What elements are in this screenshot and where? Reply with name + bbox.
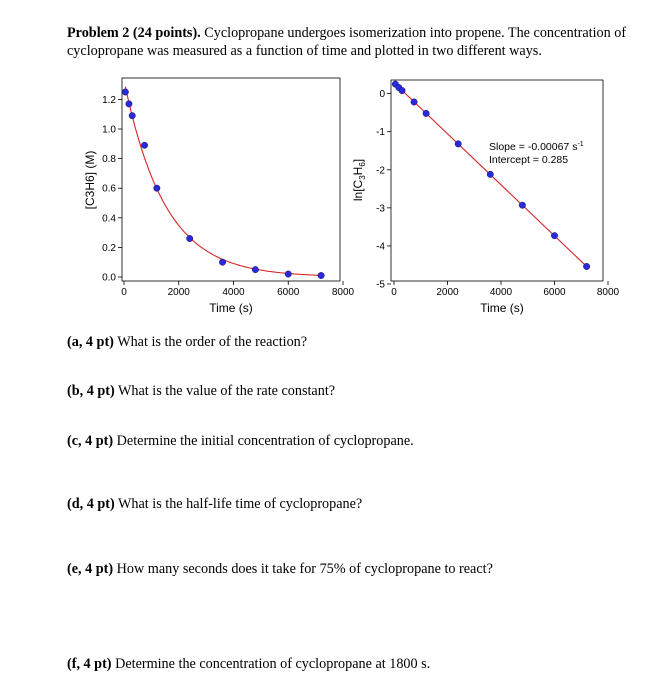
- chart2-data-point: [399, 87, 405, 93]
- chart1-xtick-label: 0: [121, 287, 127, 298]
- chart2-ytick-label: -5: [376, 279, 385, 291]
- chart1-data-point: [154, 185, 160, 191]
- chart1-ytick-label: 0.6: [102, 183, 116, 195]
- chart2-data-point: [519, 202, 525, 208]
- chart1-frame: [122, 78, 340, 281]
- chart2-data-point: [583, 263, 589, 269]
- chart1-ytick-label: 0.0: [102, 272, 116, 284]
- chart1-data-point: [252, 266, 258, 272]
- chart1-fit-curve: [125, 87, 321, 276]
- chart1-data-point: [129, 112, 135, 118]
- chart2-data-point: [411, 99, 417, 105]
- question-e: (e, 4 pt) How many seconds does it take for 75% of cyclopropane to react?: [67, 561, 493, 577]
- chart1-data-point: [219, 259, 225, 265]
- chart2-data-point: [487, 171, 493, 177]
- chart1-ytick-label: 0.2: [102, 242, 116, 254]
- chart2-ytick-label: -3: [376, 203, 385, 215]
- chart2-data-point: [551, 232, 557, 238]
- problem-heading: Problem 2 (24 points).: [67, 25, 201, 41]
- chart1-xtick-label: 6000: [277, 287, 300, 298]
- chart1-data-point: [141, 142, 147, 148]
- chart1-points: [122, 89, 324, 279]
- chart1-data-point: [187, 235, 193, 241]
- question-c: (c, 4 pt) Determine the initial concentration of cyclopropane.: [67, 433, 414, 449]
- chart1-xtick-label: 2000: [167, 287, 190, 298]
- chart2-ticks: [376, 89, 619, 298]
- chart1-ylabel: [C3H6] (M): [83, 150, 97, 210]
- problem-text: Cyclopropane undergoes isomerization into propene. The concentration of cyclopropane was measured as a function of time and plotted in two different ways.: [67, 25, 627, 59]
- chart1-data-point: [318, 272, 324, 278]
- chart2-ytick-label: -4: [376, 241, 385, 253]
- chart2-xlabel: Time (s): [480, 301, 524, 315]
- chart1-xlabel: Time (s): [209, 301, 253, 315]
- chart1-ytick-label: 0.8: [102, 154, 116, 166]
- chart2-data-point: [423, 110, 429, 116]
- chart2-ytick-label: 0: [379, 89, 385, 101]
- question-f: (f, 4 pt) Determine the concentration of cyclopropane at 1800 s.: [67, 656, 431, 672]
- chart1-data-point: [285, 271, 291, 277]
- chart1-ytick-label: 1.0: [102, 124, 116, 136]
- chart1-xtick-label: 8000: [331, 287, 355, 298]
- chart2-xtick-label: 6000: [543, 287, 566, 298]
- chart1-ticks: [102, 95, 354, 298]
- chart2-ytick-label: -2: [376, 165, 385, 177]
- question-b: (b, 4 pt) What is the value of the rate constant?: [67, 383, 336, 399]
- chart2: [351, 80, 620, 315]
- chart1-ytick-label: 1.2: [102, 94, 116, 106]
- chart2-slope-annotation: Slope = -0.00067 $s^{-1}$: [489, 141, 584, 153]
- chart2-xtick-label: 8000: [596, 287, 620, 298]
- chart2-xtick-label: 4000: [489, 287, 513, 298]
- chart1-xtick-label: 4000: [222, 287, 245, 298]
- chart2-ytick-label: -1: [376, 127, 385, 139]
- chart2-data-point: [455, 141, 461, 147]
- chart1: [83, 78, 355, 315]
- chart2-xtick-label: 2000: [436, 287, 459, 298]
- chart1-ytick-label: 0.4: [102, 213, 116, 225]
- chart1-data-point: [126, 101, 132, 107]
- chart2-ylabel: $\ln[C_3H_6]$: [351, 158, 367, 202]
- question-d: (d, 4 pt) What is the half-life time of cyclopropane?: [67, 496, 363, 512]
- chart1-data-point: [122, 89, 128, 95]
- chart2-intercept-annotation: Intercept = 0.285: [489, 154, 569, 166]
- chart2-xtick-label: 0: [391, 287, 397, 298]
- question-a: (a, 4 pt) What is the order of the reaction?: [67, 334, 308, 350]
